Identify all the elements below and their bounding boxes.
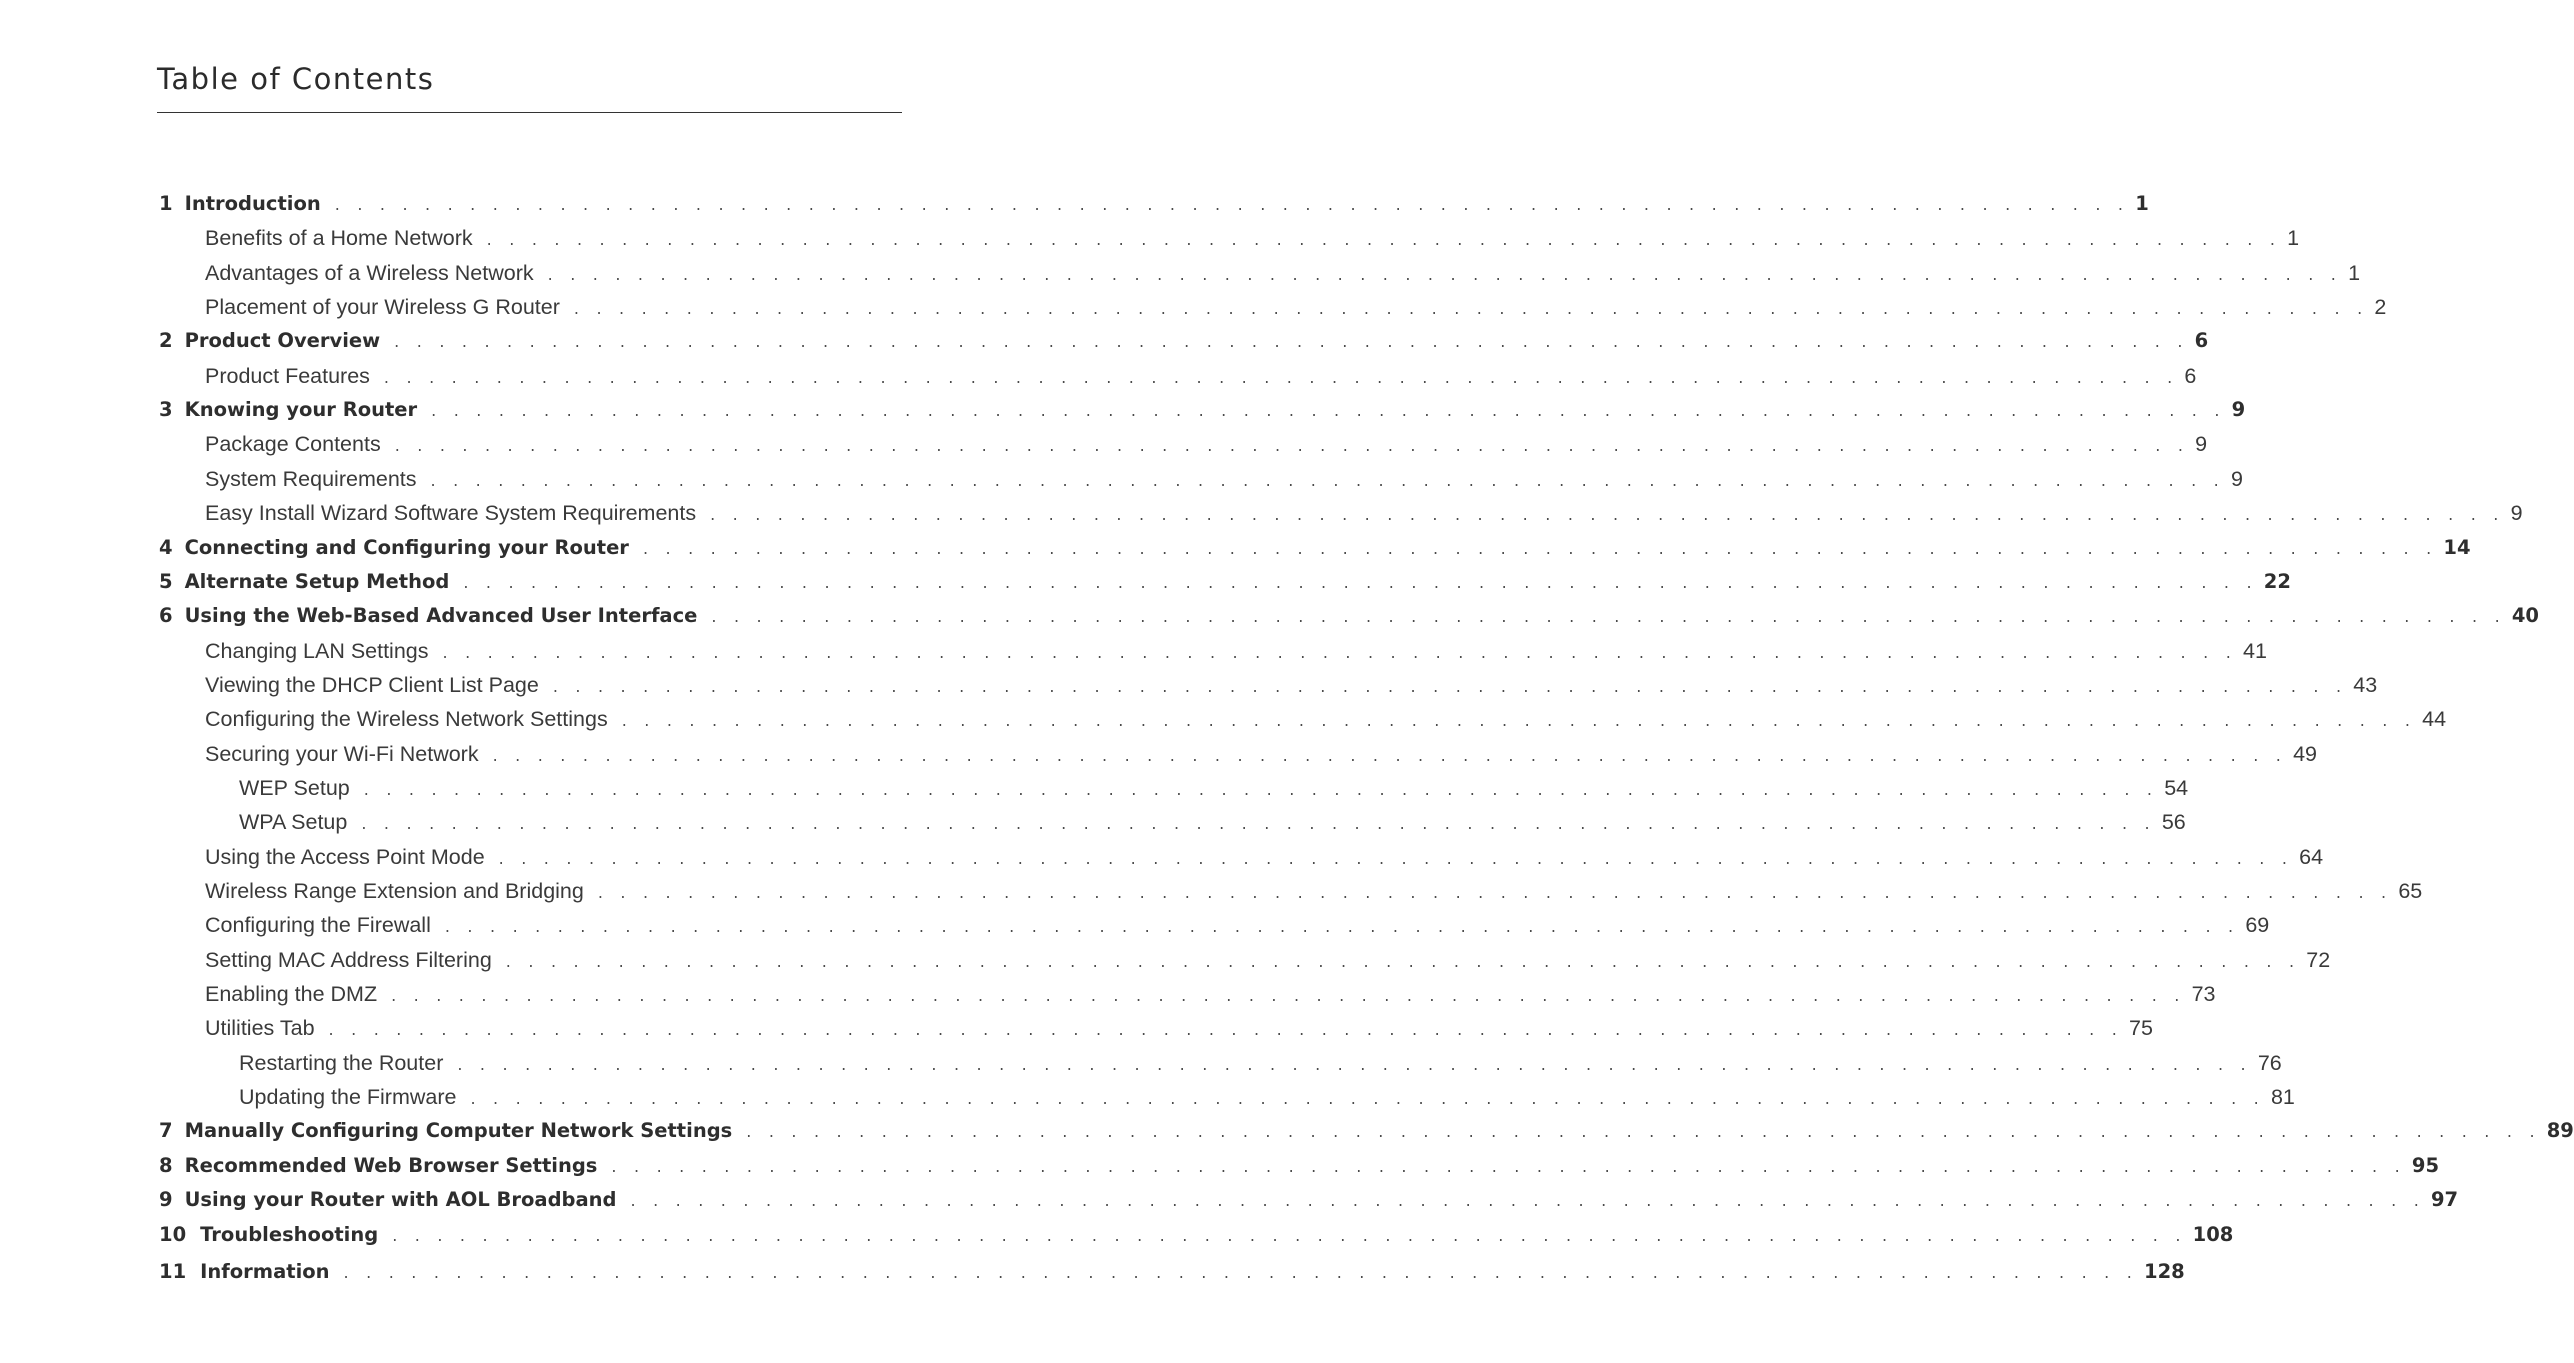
toc-entry[interactable] [205,226,2300,256]
toc-page-number: 40 [2511,604,2539,628]
dot-leader: . . . . . . . . . . . . . . . . . . . . . . . . . . . . . . . . . . . . . . . . . . . . . . . . . . . . . . . . . . . . . . . . . . . . . . . . . . . . . . . . [442,642,2237,662]
toc-chapter[interactable] [159,398,2246,428]
toc-chapter-number: 11 [159,1259,187,1283]
toc-entry-label: Using the Web-Based Advanced User Interface [184,604,698,628]
toc-chapter-number: 4 [159,535,173,559]
toc-entry[interactable] [205,260,2361,291]
toc-entry-label: Alternate Setup Method [184,569,450,593]
toc-entry-label: Configuring the Firewall [205,913,431,938]
toc-entry-label: Knowing your Router [184,398,418,422]
dot-leader: . . . . . . . . . . . . . . . . . . . . . . . . . . . . . . . . . . . . . . . . . . . . . . . . . . . . . . . . . . . . . . . . . . . . . . . . . . . . . . . . [552,676,2348,696]
dot-leader: . . . . . . . . . . . . . . . . . . . . . . . . . . . . . . . . . . . . . . . . . . . . . . . . . . . . . . . . . . . . . . . . . . . . . . . . . . . . . . . . [505,951,2301,971]
toc-entry-label: Wireless Range Extension and Bridging [205,879,584,903]
toc-page-number: 9 [2231,398,2246,422]
page-title: Table of Contents [157,62,435,96]
toc-page-number: 56 [2161,810,2186,835]
dot-leader: . . . . . . . . . . . . . . . . . . . . . . . . . . . . . . . . . . . . . . . . . . . . . . . . . . . . . . . . . . . . . . . . . . . . . . . . . . . . . . . . [573,299,2369,319]
dot-leader: . . . . . . . . . . . . . . . . . . . . . . . . . . . . . . . . . . . . . . . . . . . . . . . . . . . . . . . . . . . . . . . . . . . . . . . . . . . . . . . . [334,195,2130,214]
dot-leader: . . . . . . . . . . . . . . . . . . . . . . . . . . . . . . . . . . . . . . . . . . . . . . . . . . . . . . . . . . . . . . . . . . . . . . . . . . . . . . . . [394,332,2189,352]
toc-entry-label: WPA Setup [239,810,348,835]
toc-chapter-number: 3 [159,398,173,422]
dot-leader: . . . . . . . . . . . . . . . . . . . . . . . . . . . . . . . . . . . . . . . . . . . . . . . . . . . . . . . . . . . . . . . . . . . . . . . . . . . . . . . . [363,779,2159,799]
toc-page-number: 1 [2135,192,2149,215]
toc-page-number: 22 [2263,569,2291,593]
toc-chapter[interactable] [159,1153,2440,1184]
toc-entry-label: WEP Setup [239,775,350,800]
toc-chapter[interactable] [159,1188,2459,1218]
toc-entry[interactable] [205,466,2243,497]
toc-entry-label: Changing LAN Settings [205,638,429,663]
toc-chapter[interactable] [159,192,2149,222]
toc-chapter-number: 9 [159,1188,173,1212]
toc-entry[interactable] [205,879,2423,909]
toc-entry-label: Benefits of a Home Network [205,226,473,251]
dot-leader: . . . . . . . . . . . . . . . . . . . . . . . . . . . . . . . . . . . . . . . . . . . . . . . . . . . . . . . . . . . . . . . . . . . . . . . . . . . . . . . . [343,1262,2139,1282]
toc-page-number: 9 [2510,501,2523,526]
dot-leader: . . . . . . . . . . . . . . . . . . . . . . . . . . . . . . . . . . . . . . . . . . . . . . . . . . . . . . . . . . . . . . . . . . . . . . . . . . . . . . . . [470,1089,2265,1109]
toc-page-number: 65 [2398,879,2423,903]
toc-chapter-number: 7 [159,1119,173,1143]
title-divider [157,112,902,113]
dot-leader: . . . . . . . . . . . . . . . . . . . . . . . . . . . . . . . . . . . . . . . . . . . . . . . . . . . . . . . . . . . . . . . . . . . . . . . . . . . . . . . . [498,848,2294,868]
toc-entry-label: Placement of your Wireless G Router [205,295,560,320]
toc-page-number: 95 [2411,1153,2440,1177]
toc-page-number: 2 [2374,295,2387,320]
toc-chapter[interactable] [159,604,2539,634]
toc-entry[interactable] [205,844,2324,875]
toc-chapter-number: 8 [159,1153,173,1177]
toc-entry[interactable] [205,363,2197,394]
toc-chapter-number: 2 [159,329,173,353]
dot-leader: . . . . . . . . . . . . . . . . . . . . . . . . . . . . . . . . . . . . . . . . . . . . . . . . . . . . . . . . . . . . . . . . . . . . . . . . . . . . . . . . [430,470,2225,490]
dot-leader: . . . . . . . . . . . . . . . . . . . . . . . . . . . . . . . . . . . . . . . . . . . . . . . . . . . . . . . . . . . . . . . . . . . . . . . . . . . . . . . . [328,1020,2124,1040]
toc-entry[interactable] [205,432,2208,462]
toc-page-number: 14 [2443,535,2471,559]
toc-entry[interactable] [205,947,2331,978]
dot-leader: . . . . . . . . . . . . . . . . . . . . . . . . . . . . . . . . . . . . . . . . . . . . . . . . . . . . . . . . . . . . . . . . . . . . . . . . . . . . . . . . [444,917,2240,937]
dot-leader: . . . . . . . . . . . . . . . . . . . . . . . . . . . . . . . . . . . . . . . . . . . . . . . . . . . . . . . . . . . . . . . . . . . . . . . . . . . . . . . . [492,745,2288,765]
toc-entry-label: Advantages of a Wireless Network [205,260,534,285]
toc-page-number: 43 [2353,672,2378,697]
toc-entry-label: Recommended Web Browser Settings [184,1153,598,1177]
toc-entry[interactable] [239,810,2186,840]
toc-entry-label: Restarting the Router [239,1050,444,1075]
toc-chapter-number: 1 [159,192,173,215]
toc-page-number: 75 [2129,1016,2153,1041]
dot-leader: . . . . . . . . . . . . . . . . . . . . . . . . . . . . . . . . . . . . . . . . . . . . . . . . . . . . . . . . . . . . . . . . . . . . . . . . . . . . . . . . [463,572,2258,592]
toc-entry-label: Using your Router with AOL Broadband [184,1188,617,1212]
toc-entry[interactable] [239,1050,2282,1081]
toc-page-number: 73 [2191,982,2216,1007]
toc-page-number: 97 [2430,1188,2459,1212]
toc-entry[interactable] [205,982,2216,1012]
toc-chapter[interactable] [159,569,2291,600]
toc-page-number: 128 [2144,1259,2185,1283]
dot-leader: . . . . . . . . . . . . . . . . . . . . . . . . . . . . . . . . . . . . . . . . . . . . . . . . . . . . . . . . . . . . . . . . . . . . . . . . . . . . . . . . [547,264,2343,284]
toc-entry[interactable] [239,1085,2295,1115]
toc-chapter-number: 10 [159,1222,187,1246]
toc-page-number: 1 [2348,260,2361,285]
dot-leader: . . . . . . . . . . . . . . . . . . . . . . . . . . . . . . . . . . . . . . . . . . . . . . . . . . . . . . . . . . . . . . . . . . . . . . . . . . . . . . . . [621,711,2417,731]
dot-leader: . . . . . . . . . . . . . . . . . . . . . . . . . . . . . . . . . . . . . . . . . . . . . . . . . . . . . . . . . . . . . . . . . . . . . . . . . . . . . . . . [711,607,2506,627]
toc-page-number: 9 [2230,466,2243,491]
toc-page-number: 44 [2422,707,2447,732]
toc-entry-label: Product Overview [184,329,381,353]
toc-entry[interactable] [239,775,2189,806]
toc-page-number: 108 [2192,1222,2234,1246]
dot-leader: . . . . . . . . . . . . . . . . . . . . . . . . . . . . . . . . . . . . . . . . . . . . . . . . . . . . . . . . . . . . . . . . . . . . . . . . . . . . . . . . [611,1156,2406,1176]
toc-page-number: 72 [2306,947,2331,972]
toc-entry-label: Setting MAC Address Filtering [205,947,492,972]
toc-chapter[interactable] [159,1222,2234,1253]
toc-page-number: 49 [2293,741,2317,766]
toc-chapter[interactable] [159,1119,2574,1149]
dot-leader: . . . . . . . . . . . . . . . . . . . . . . . . . . . . . . . . . . . . . . . . . . . . . . . . . . . . . . . . . . . . . . . . . . . . . . . . . . . . . . . . [486,230,2282,250]
toc-entry-label: Troubleshooting [200,1222,379,1246]
dot-leader: . . . . . . . . . . . . . . . . . . . . . . . . . . . . . . . . . . . . . . . . . . . . . . . . . . . . . . . . . . . . . . . . . . . . . . . . . . . . . . . . [392,1225,2187,1245]
toc-entry[interactable] [205,295,2387,325]
toc-page-number: 9 [2195,432,2208,457]
toc-entry-label: Manually Configuring Computer Network Settings [184,1119,733,1143]
toc-entry-label: Updating the Firmware [239,1085,457,1110]
toc-entry[interactable] [205,501,2523,531]
toc-entry-label: Product Features [205,363,370,388]
toc-page-number: 1 [2287,226,2300,251]
toc-chapter[interactable] [159,1259,2185,1290]
dot-leader: . . . . . . . . . . . . . . . . . . . . . . . . . . . . . . . . . . . . . . . . . . . . . . . . . . . . . . . . . . . . . . . . . . . . . . . . . . . . . . . . [383,367,2179,387]
toc-page-number: 6 [2194,329,2209,353]
toc-entry-label: Package Contents [205,432,381,457]
toc-chapter[interactable] [159,329,2209,359]
toc-entry[interactable] [205,672,2378,703]
dot-leader: . . . . . . . . . . . . . . . . . . . . . . . . . . . . . . . . . . . . . . . . . . . . . . . . . . . . . . . . . . . . . . . . . . . . . . . . . . . . . . . . [746,1122,2541,1142]
dot-leader: . . . . . . . . . . . . . . . . . . . . . . . . . . . . . . . . . . . . . . . . . . . . . . . . . . . . . . . . . . . . . . . . . . . . . . . . . . . . . . . . [710,505,2505,525]
dot-leader: . . . . . . . . . . . . . . . . . . . . . . . . . . . . . . . . . . . . . . . . . . . . . . . . . . . . . . . . . . . . . . . . . . . . . . . . . . . . . . . . [642,538,2438,558]
toc-page-number: 89 [2546,1119,2574,1143]
toc-entry[interactable] [205,741,2317,772]
toc-entry-label: Configuring the Wireless Network Settings [205,707,608,732]
toc-entry[interactable] [205,1016,2153,1046]
dot-leader: . . . . . . . . . . . . . . . . . . . . . . . . . . . . . . . . . . . . . . . . . . . . . . . . . . . . . . . . . . . . . . . . . . . . . . . . . . . . . . . . [597,883,2393,902]
dot-leader: . . . . . . . . . . . . . . . . . . . . . . . . . . . . . . . . . . . . . . . . . . . . . . . . . . . . . . . . . . . . . . . . . . . . . . . . . . . . . . . . [391,986,2186,1006]
toc-entry-label: Securing your Wi-Fi Network [205,741,479,766]
toc-entry-label: Enabling the DMZ [205,982,378,1007]
dot-leader: . . . . . . . . . . . . . . . . . . . . . . . . . . . . . . . . . . . . . . . . . . . . . . . . . . . . . . . . . . . . . . . . . . . . . . . . . . . . . . . . [630,1191,2425,1211]
toc-entry-label: System Requirements [205,466,417,491]
toc-entry[interactable] [205,913,2270,943]
toc-entry-label: Information [200,1259,330,1283]
toc-page-number: 81 [2270,1085,2295,1110]
toc-entry-label: Easy Install Wizard Software System Requirements [205,501,697,526]
toc-chapter-number: 5 [159,569,173,593]
toc-page-number: 54 [2164,775,2189,800]
toc-page-number: 76 [2257,1050,2282,1075]
toc-entry-label: Introduction [184,192,321,215]
dot-leader: . . . . . . . . . . . . . . . . . . . . . . . . . . . . . . . . . . . . . . . . . . . . . . . . . . . . . . . . . . . . . . . . . . . . . . . . . . . . . . . . [457,1054,2252,1074]
toc-entry-label: Connecting and Configuring your Router [184,535,629,559]
dot-leader: . . . . . . . . . . . . . . . . . . . . . . . . . . . . . . . . . . . . . . . . . . . . . . . . . . . . . . . . . . . . . . . . . . . . . . . . . . . . . . . . [431,401,2226,421]
toc-chapter-number: 6 [159,604,173,628]
toc-entry-label: Utilities Tab [205,1016,315,1041]
toc-page-number: 6 [2184,363,2197,388]
toc-entry-label: Viewing the DHCP Client List Page [205,672,539,697]
toc-page-number: 69 [2245,913,2270,938]
toc-chapter[interactable] [159,535,2471,566]
toc-entry[interactable] [205,707,2447,737]
toc-page-number: 64 [2299,844,2324,869]
toc-entry[interactable] [205,638,2267,669]
dot-leader: . . . . . . . . . . . . . . . . . . . . . . . . . . . . . . . . . . . . . . . . . . . . . . . . . . . . . . . . . . . . . . . . . . . . . . . . . . . . . . . . [361,814,2156,834]
toc-page-number: 41 [2242,638,2267,663]
toc-entry-label: Using the Access Point Mode [205,844,485,869]
dot-leader: . . . . . . . . . . . . . . . . . . . . . . . . . . . . . . . . . . . . . . . . . . . . . . . . . . . . . . . . . . . . . . . . . . . . . . . . . . . . . . . . [394,436,2190,456]
